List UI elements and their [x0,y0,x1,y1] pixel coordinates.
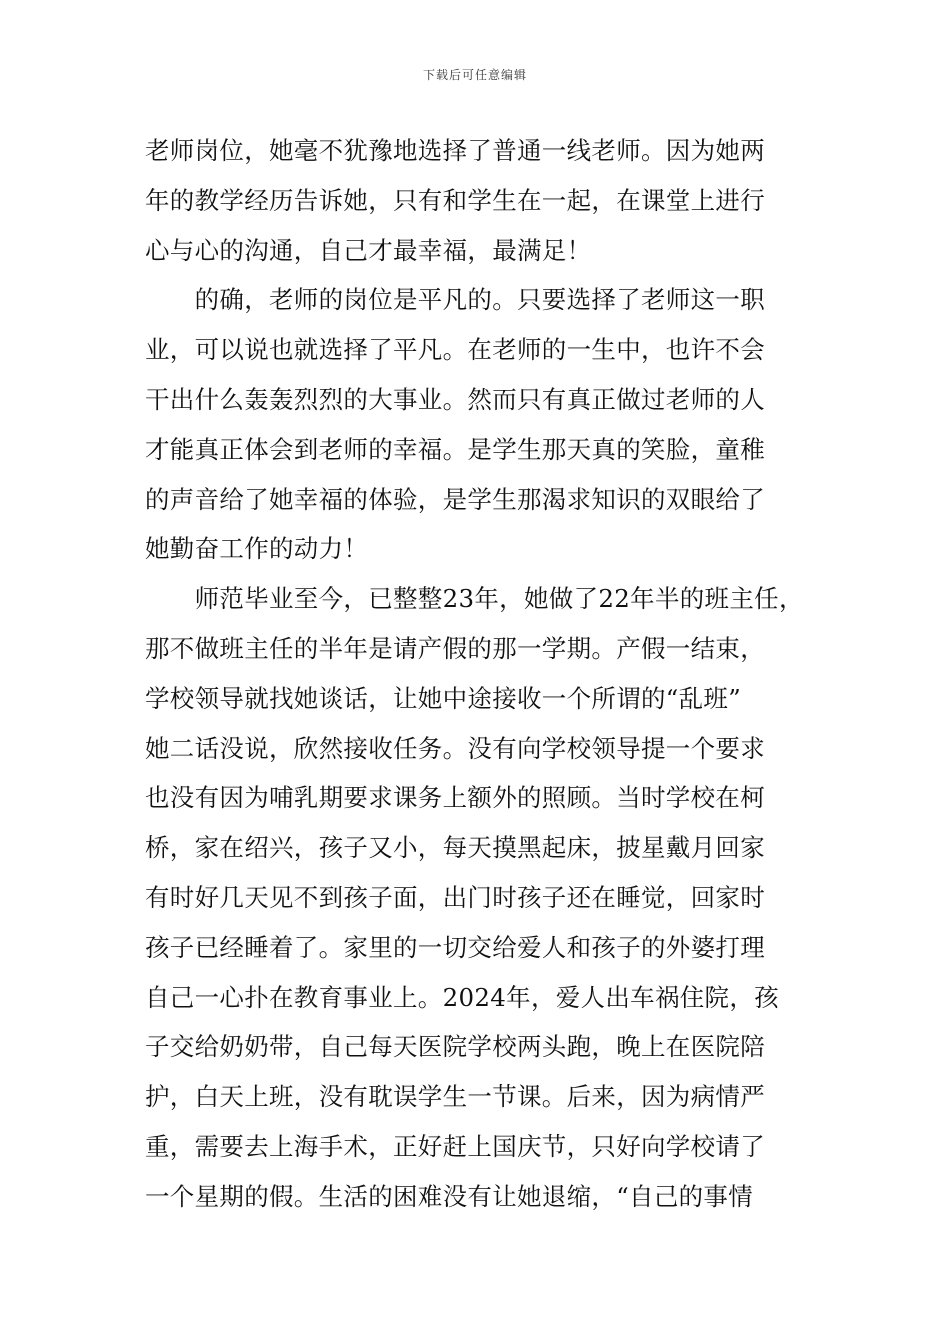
text-line: 才能真正体会到老师的幸福。是学生那天真的笑脸，童稚 [145,434,765,464]
text-line: 心与心的沟通，自己才最幸福，最满足！ [145,235,592,265]
text-line: 年的教学经历告诉她，只有和学生在一起，在课堂上进行 [145,185,765,215]
text-line: 的确，老师的岗位是平凡的。只要选择了老师这一职 [145,285,765,315]
text-line: 老师岗位，她毫不犹豫地选择了普通一线老师。因为她两 [145,136,765,165]
text-line: 重，需要去上海手术，正好赶上国庆节，只好向学校请了 [145,1131,765,1161]
text-line: 自己一心扑在教育事业上。2024年，爱人出车祸住院，孩 [145,982,779,1012]
text-line: 子交给奶奶带，自己每天医院学校两头跑，晚上在医院陪 [145,1032,765,1062]
text-line: 孩子已经睡着了。家里的一切交给爱人和孩子的外婆打理 [145,932,765,962]
text-line: 她勤奋工作的动力！ [145,534,369,564]
text-line: 桥，家在绍兴，孩子又小，每天摸黑起床，披星戴月回家 [145,833,765,863]
text-line: 也没有因为哺乳期要求课务上额外的照顾。当时学校在柯 [145,783,765,813]
text-line: 的声音给了她幸福的体验，是学生那渴求知识的双眼给了 [145,484,765,514]
text-line: 护，白天上班，没有耽误学生一节课。后来，因为病情严 [145,1082,765,1112]
text-line: 业，可以说也就选择了平凡。在老师的一生中，也许不会 [145,335,765,365]
text-line: 干出什么轰轰烈烈的大事业。然而只有真正做过老师的人 [145,384,765,414]
text-line: 那不做班主任的半年是请产假的那一学期。产假一结束， [145,633,765,663]
text-line: 学校领导就找她谈话，让她中途接收一个所谓的“乱班” [145,683,742,713]
text-line: 师范毕业至今，已整整23年，她做了22年半的班主任， [145,584,804,614]
text-line: 她二话没说，欣然接收任务。没有向学校领导提一个要求 [145,733,765,763]
text-line: 有时好几天见不到孩子面，出门时孩子还在睡觉，回家时 [145,882,765,912]
text-line: 一个星期的假。生活的困难没有让她退缩，“自己的事情 [145,1181,754,1211]
document-body [145,126,825,1222]
page-header: 下载后可任意编辑 [422,68,527,82]
